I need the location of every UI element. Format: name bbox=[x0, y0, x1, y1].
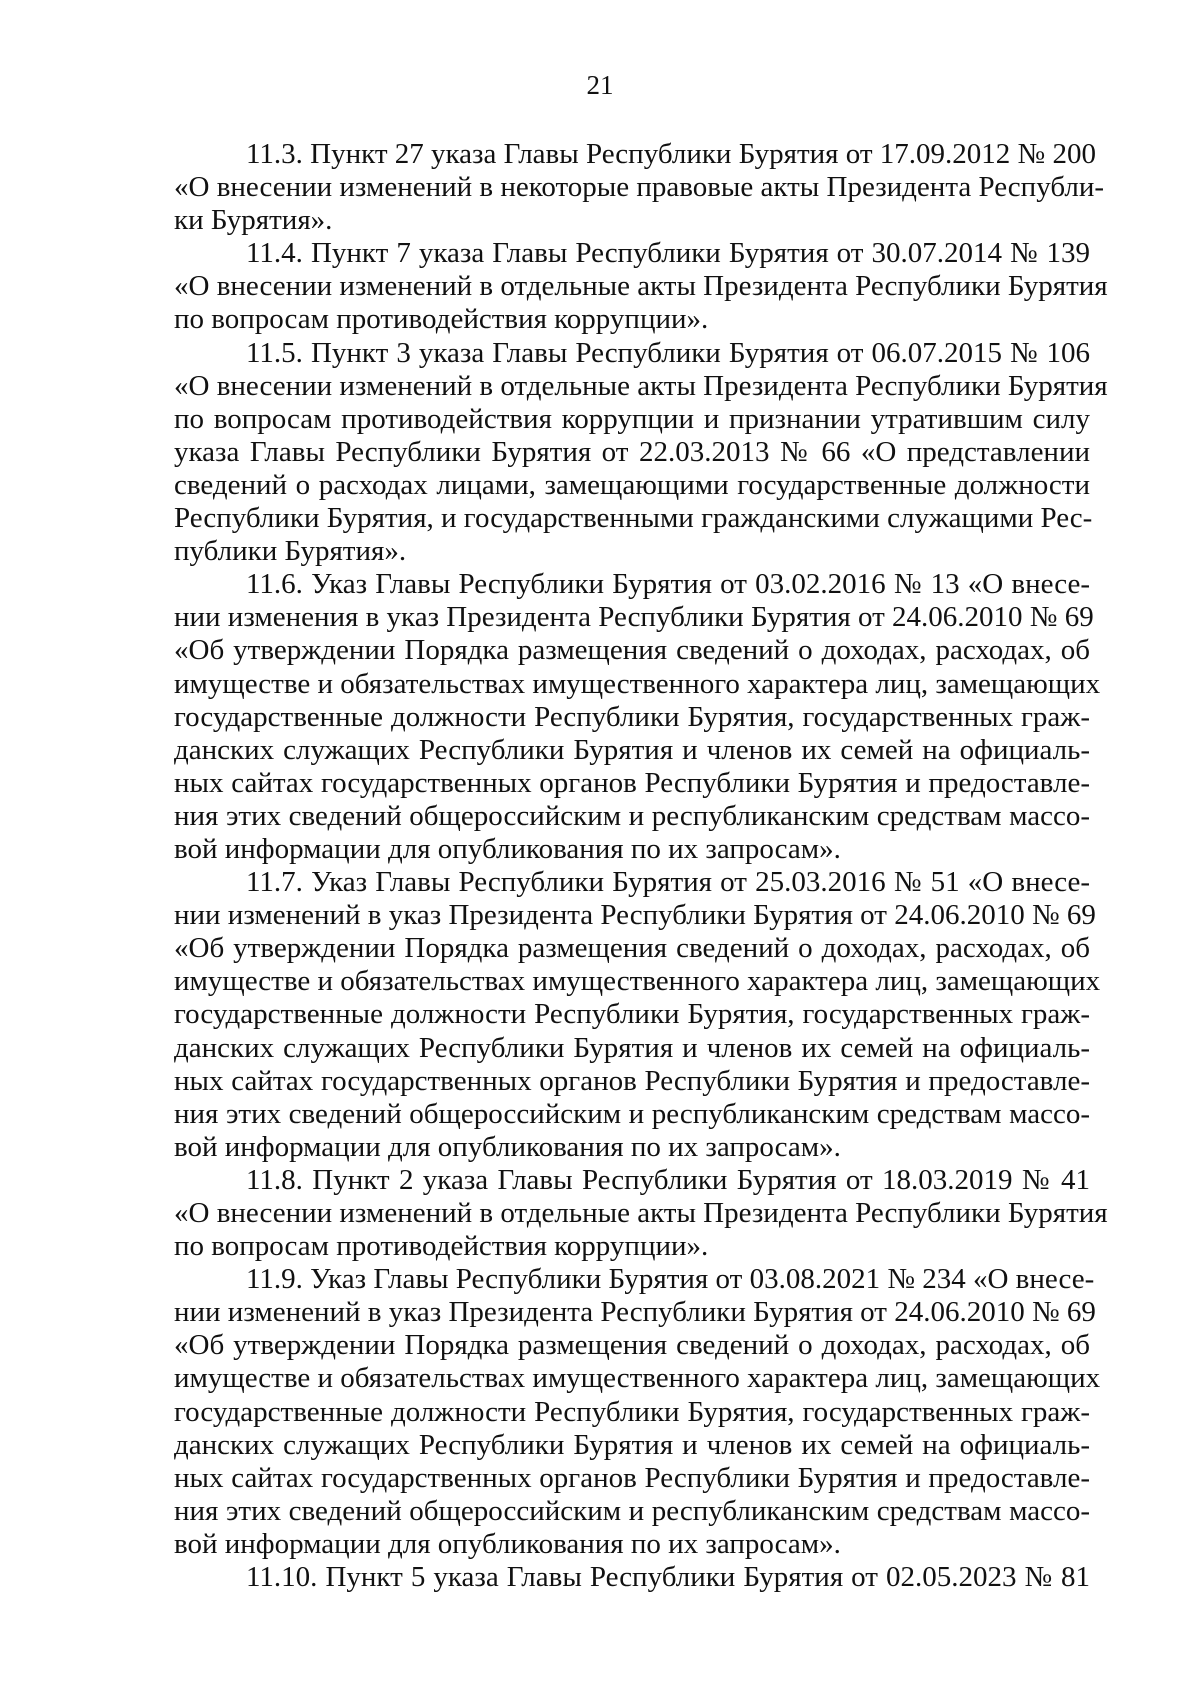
text-line: государственные должности Республики Бурятия, государственных граж- bbox=[174, 1395, 1090, 1428]
document-body bbox=[174, 138, 1108, 1594]
text-line: нии изменений в указ Президента Республики Бурятия от 24.06.2010 № 69 bbox=[174, 899, 1096, 932]
text-line: «О внесении изменений в отдельные акты Президента Республики Бурятия bbox=[174, 1197, 1108, 1229]
paragraph-11-5 bbox=[174, 336, 1108, 569]
text-line: данских служащих Республики Бурятия и членов их семей на официаль- bbox=[174, 733, 1090, 766]
text-line: «О внесении изменений в отдельные акты Президента Республики Бурятия bbox=[174, 270, 1108, 303]
paragraph-11-6 bbox=[174, 568, 1101, 866]
text-line: имуществе и обязательствах имущественного характера лиц, замещающих bbox=[174, 1362, 1101, 1395]
text-line: вой информации для опубликования по их запросам». bbox=[174, 1130, 841, 1163]
text-line: ных сайтах государственных органов Республики Бурятия и предоставле- bbox=[174, 1064, 1090, 1097]
text-line: по вопросам противодействия коррупции». bbox=[174, 1230, 709, 1263]
text-line: ния этих сведений общероссийским и республиканским средствам массо- bbox=[174, 1097, 1090, 1130]
text-line: 11.4. Пункт 7 указа Главы Республики Бурятия от 30.07.2014 № 139 bbox=[246, 237, 1090, 270]
text-line: государственные должности Республики Бурятия, государственных граж- bbox=[174, 998, 1090, 1031]
paragraph-11-10 bbox=[174, 1561, 1090, 1594]
paragraph-11-3 bbox=[174, 138, 1104, 237]
text-line: Республики Бурятия, и государственными гражданскими служащими Рес- bbox=[174, 502, 1093, 535]
text-line: «О внесении изменений в отдельные акты Президента Республики Бурятия bbox=[174, 369, 1108, 402]
text-line: ния этих сведений общероссийским и республиканским средствам массо- bbox=[174, 1494, 1090, 1527]
text-line: 11.5. Пункт 3 указа Главы Республики Бурятия от 06.07.2015 № 106 bbox=[246, 336, 1090, 369]
text-line: 11.10. Пункт 5 указа Главы Республики Бурятия от 02.05.2023 № 81 bbox=[246, 1561, 1090, 1594]
text-line: «Об утверждении Порядка размещения сведений о доходах, расходах, об bbox=[174, 932, 1090, 965]
text-line: «Об утверждении Порядка размещения сведений о доходах, расходах, об bbox=[174, 634, 1090, 667]
text-line: ки Бурятия». bbox=[174, 204, 333, 237]
text-line: вой информации для опубликования по их запросам». bbox=[174, 832, 841, 865]
paragraph-11-9 bbox=[174, 1263, 1101, 1561]
text-line: ных сайтах государственных органов Республики Бурятия и предоставле- bbox=[174, 766, 1090, 799]
text-line: по вопросам противодействия коррупции и признании утратившим силу bbox=[174, 402, 1090, 435]
text-line: «Об утверждении Порядка размещения сведений о доходах, расходах, об bbox=[174, 1329, 1090, 1362]
text-line: нии изменения в указ Президента Республики Бурятия от 24.06.2010 № 69 bbox=[174, 601, 1094, 634]
text-line: 11.9. Указ Главы Республики Бурятия от 03.08.2021 № 234 «О внесе- bbox=[246, 1263, 1095, 1296]
text-line: данских служащих Республики Бурятия и членов их семей на официаль- bbox=[174, 1031, 1090, 1064]
text-line: данских служащих Республики Бурятия и членов их семей на официаль- bbox=[174, 1428, 1090, 1461]
text-line: государственные должности Республики Бурятия, государственных граж- bbox=[174, 700, 1090, 733]
text-line: 11.8. Пункт 2 указа Главы Республики Бурятия от 18.03.2019 № 41 bbox=[246, 1163, 1090, 1196]
text-line: указа Главы Республики Бурятия от 22.03.2013 № 66 «О представлении bbox=[174, 435, 1090, 468]
text-line: ния этих сведений общероссийским и республиканским средствам массо- bbox=[174, 799, 1090, 832]
text-line: публики Бурятия». bbox=[174, 535, 407, 568]
text-line: имуществе и обязательствах имущественного характера лиц, замещающих bbox=[174, 965, 1101, 998]
text-line: 11.7. Указ Главы Республики Бурятия от 25.03.2016 № 51 «О внесе- bbox=[246, 866, 1090, 899]
text-line: вой информации для опубликования по их запросам». bbox=[174, 1527, 841, 1560]
paragraph-11-8 bbox=[174, 1163, 1108, 1263]
text-line: по вопросам противодействия коррупции». bbox=[174, 303, 709, 336]
paragraph-11-7 bbox=[174, 866, 1101, 1164]
text-line: сведений о расходах лицами, замещающими государственные должности bbox=[174, 468, 1090, 501]
text-line: нии изменений в указ Президента Республики Бурятия от 24.06.2010 № 69 bbox=[174, 1296, 1096, 1329]
text-line: 11.3. Пункт 27 указа Главы Республики Бурятия от 17.09.2012 № 200 bbox=[246, 138, 1096, 170]
text-line: 11.6. Указ Главы Республики Бурятия от 03.02.2016 № 13 «О внесе- bbox=[246, 568, 1090, 601]
page-number: 21 bbox=[586, 70, 614, 100]
text-line: ных сайтах государственных органов Республики Бурятия и предоставле- bbox=[174, 1461, 1090, 1494]
text-line: «О внесении изменений в некоторые правовые акты Президента Республи- bbox=[174, 171, 1104, 204]
text-line: имуществе и обязательствах имущественного характера лиц, замещающих bbox=[174, 667, 1101, 700]
paragraph-11-4 bbox=[174, 237, 1108, 336]
